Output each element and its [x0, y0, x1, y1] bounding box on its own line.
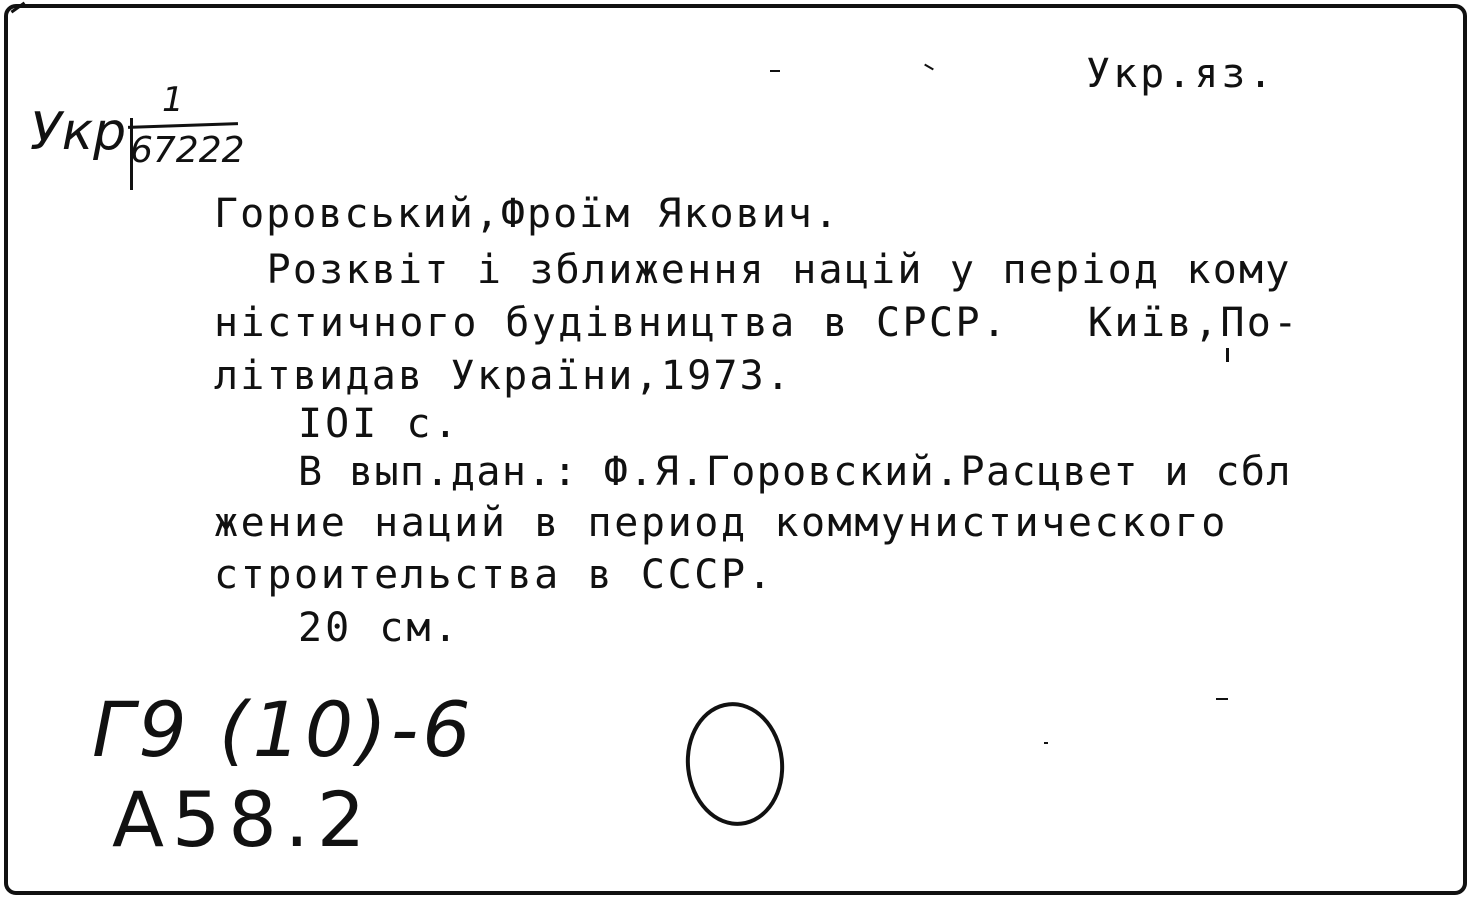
translation-line: жение наций в период коммунистического [214, 500, 1228, 546]
shelfmark-prefix: Укр [30, 102, 127, 162]
shelf-code: А58.2 [112, 775, 374, 864]
speck [1044, 742, 1048, 744]
description-line: ністичного будівництва в СРСР. Київ,По- [214, 300, 1300, 346]
speck [1226, 348, 1229, 362]
language-tag: Укр.яз. [1086, 51, 1276, 97]
shelfmark [30, 80, 270, 200]
shelfmark-fraction-line [128, 122, 238, 129]
speck [770, 70, 780, 72]
author-heading: Горовський,Фроїм Якович. [214, 191, 840, 237]
pagination: IOI с. [298, 401, 461, 447]
shelfmark-denominator: 67222 [130, 130, 245, 171]
description-line: літвидав України,1973. [214, 353, 793, 399]
translation-line: строительства в СССР. [214, 552, 775, 598]
speck [1216, 698, 1228, 700]
classification-code: Г9 (10)-6 [92, 685, 475, 774]
translation-line: В вып.дан.: Ф.Я.Горовский.Расцвет и сбл [298, 449, 1292, 495]
size: 20 см. [298, 605, 461, 651]
shelfmark-numerator: 1 [162, 80, 184, 120]
description-line: Розквіт і зближення націй у період кому [214, 247, 1292, 293]
